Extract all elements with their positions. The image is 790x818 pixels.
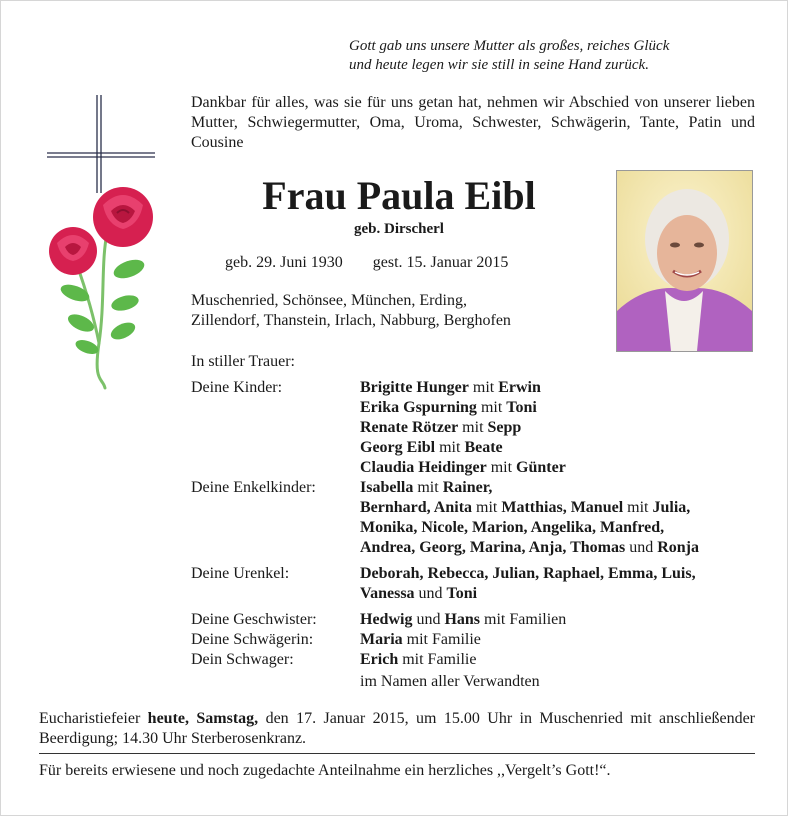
relatives-names	[360, 564, 761, 604]
service-post: den 17. Januar 2015, um 15.00 Uhr in Muschenried mit anschließender Beerdigung; 14.30 Uhr Sterberosenkranz.	[39, 710, 756, 747]
service-pre: Eucharistiefeier	[39, 710, 148, 727]
relatives-line	[360, 398, 761, 418]
connector-text: und	[412, 611, 445, 628]
relative-name: Vanessa	[360, 585, 415, 602]
relatives-line	[360, 378, 761, 398]
relatives-line	[360, 564, 761, 584]
connector-text: mit	[468, 379, 499, 396]
relatives-line	[360, 610, 761, 630]
relative-name: Ronja	[657, 539, 699, 556]
quote-line-2: und heute legen wir sie still in seine Hand zurück.	[349, 57, 649, 73]
connector-text: mit	[623, 499, 653, 516]
connector-text: mit	[413, 479, 443, 496]
relatives-label: Deine Urenkel:	[191, 565, 290, 582]
birth-date: geb. 29. Juni 1930	[225, 254, 343, 271]
relatives-label: Deine Kinder:	[191, 379, 283, 396]
relatives-line	[360, 584, 761, 604]
portrait-image	[617, 171, 752, 351]
rose-large	[93, 187, 153, 247]
connector-text: mit	[458, 419, 488, 436]
relative-name: Bernhard, Anita	[360, 499, 473, 516]
relatives-list	[191, 378, 761, 692]
thanks-text: Für bereits erwiesene und noch zugedachte Anteilnahme ein herzliches ,,Vergelt’s Gott!“.	[39, 762, 611, 779]
connector-text: mit	[486, 459, 517, 476]
relative-name: Erwin	[498, 379, 541, 396]
relatives-label: Deine Schwägerin:	[191, 631, 314, 648]
service-day: heute, Samstag,	[147, 710, 259, 727]
relatives-line	[360, 498, 761, 518]
connector-text: mit Familie	[398, 651, 477, 668]
relative-name: Toni	[446, 585, 478, 602]
mourning-label: In stiller Trauer:	[191, 353, 295, 370]
relatives-label: Dein Schwager:	[191, 651, 294, 668]
relatives-children	[191, 378, 761, 478]
relatives-names	[360, 478, 761, 558]
rose-small	[49, 227, 97, 275]
relatives-label: Deine Geschwister:	[191, 611, 317, 628]
relatives-names	[360, 610, 761, 630]
relative-name: Maria	[360, 631, 403, 648]
relative-name: Erich	[360, 651, 399, 668]
relatives-line	[360, 458, 761, 478]
relatives-sister-in-law	[191, 630, 761, 650]
relatives-names	[360, 630, 761, 650]
relative-name: Hans	[444, 611, 481, 628]
relative-name: Isabella	[360, 479, 414, 496]
relatives-line	[360, 650, 761, 670]
relative-name: Sepp	[487, 419, 522, 436]
relatives-names	[360, 650, 761, 670]
cross-with-roses-image	[43, 93, 167, 393]
relatives-line	[360, 478, 761, 498]
relative-name: Julia,	[652, 499, 691, 516]
relative-name: Erika Gspurning	[360, 399, 477, 416]
relative-name: Brigitte Hunger	[360, 379, 469, 396]
relatives-brother-in-law	[191, 650, 761, 670]
relatives-grandchildren	[191, 478, 761, 558]
connector-text: mit Familie	[402, 631, 481, 648]
relative-name: Beate	[464, 439, 503, 456]
connector-text: und	[414, 585, 447, 602]
intro-text: Dankbar für alles, was sie für uns getan hat, nehmen wir Abschied von unserer lieben Mutter, Schwiegermutter, Oma, Uroma, Schwester, Schwägerin, Tante, Patin und Cousine	[191, 94, 755, 151]
relatives-label: Deine Enkelkinder:	[191, 479, 316, 496]
relative-name: Günter	[516, 459, 566, 476]
relative-name: Monika, Nicole, Marion, Angelika, Manfred,	[360, 519, 665, 536]
relative-name: Hedwig	[360, 611, 413, 628]
portrait-photo	[616, 170, 753, 352]
cross-icon	[47, 95, 155, 193]
places	[191, 291, 611, 331]
connector-text: mit Familien	[480, 611, 567, 628]
connector-text: und	[625, 539, 658, 556]
places-line-1: Muschenried, Schönsee, München, Erding,	[191, 292, 467, 309]
relatives-line	[360, 518, 761, 538]
death-date: gest. 15. Januar 2015	[372, 254, 509, 271]
relative-name: Rainer,	[442, 479, 493, 496]
quote	[349, 37, 759, 75]
relative-name: Toni	[506, 399, 537, 416]
relatives-line	[360, 630, 761, 650]
relatives-great-grandchildren	[191, 564, 761, 604]
connector-text: mit	[435, 439, 465, 456]
life-dates	[225, 254, 508, 272]
relative-name: Renate Rötzer	[360, 419, 459, 436]
relatives-line	[360, 538, 761, 558]
quote-line-1: Gott gab uns unsere Mutter als großes, reiches Glück	[349, 38, 670, 54]
closing-line: im Namen aller Verwandten	[360, 673, 540, 690]
relatives-closing	[191, 672, 761, 692]
relative-name: Andrea, Georg, Marina, Anja, Thomas	[360, 539, 626, 556]
relatives-names	[360, 378, 761, 478]
connector-text: mit	[472, 499, 502, 516]
relatives-siblings	[191, 610, 761, 630]
relative-name: Deborah, Rebecca, Julian, Raphael, Emma, Luis,	[360, 565, 696, 582]
service-info	[39, 709, 755, 749]
relatives-line	[360, 418, 761, 438]
relative-name: Matthias, Manuel	[501, 499, 624, 516]
maiden-name: geb. Dirscherl	[354, 221, 444, 237]
relative-name: Georg Eibl	[360, 439, 436, 456]
divider	[39, 753, 755, 754]
relative-name: Claudia Heidinger	[360, 459, 487, 476]
relatives-line	[360, 438, 761, 458]
places-line-2: Zillendorf, Thanstein, Irlach, Nabburg, Berghofen	[191, 312, 511, 329]
connector-text: mit	[476, 399, 507, 416]
deceased-name: Frau Paula Eibl	[262, 173, 536, 218]
